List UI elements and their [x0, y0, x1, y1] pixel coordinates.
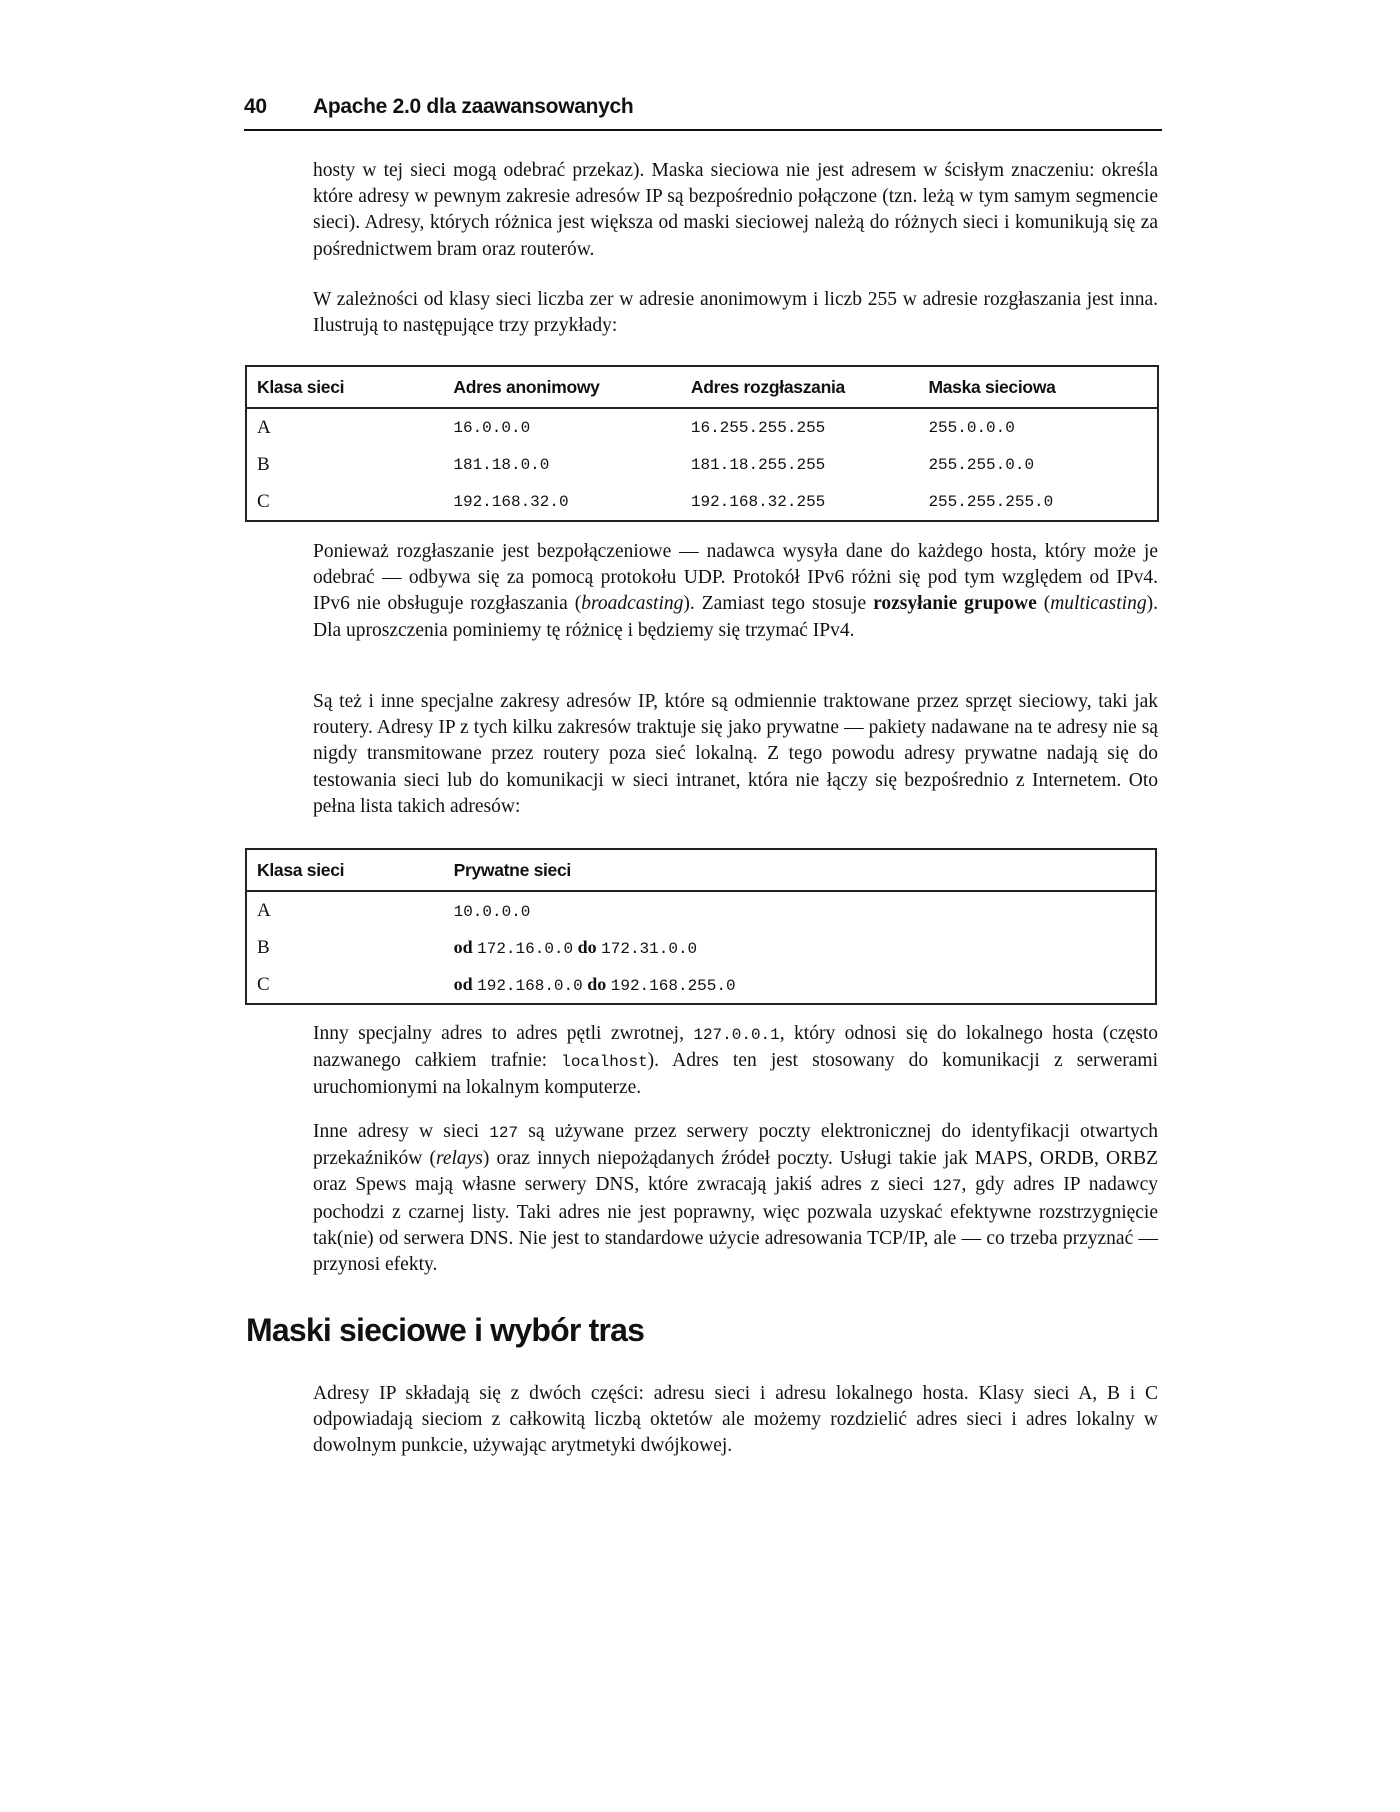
table-cell: 255.255.0.0 — [928, 455, 1035, 474]
ip-range-start: 192.168.0.0 — [477, 977, 583, 995]
column-header: Adres rozgłaszania — [681, 366, 919, 408]
table-cell: 181.18.255.255 — [690, 455, 826, 474]
table-cell: 192.168.32.0 — [453, 492, 569, 511]
text-span: , gdy adres IP nadawcy pochodzi z czarnej listy. Taki adres nie jest poprawny, więc pozwala uzyskać efektywne rozstrzygnięcie tak(nie) od serwera DNS. Nie jest to standardowe użycie adresowania TCP/IP, ale — co trzeba przyznać — przynosi efekty. — [313, 1174, 1158, 1276]
private-networks-table — [245, 848, 1157, 1005]
ip-range-start: 10.0.0.0 — [453, 903, 531, 921]
keyword-do: do — [582, 974, 611, 994]
term-multicast-bold: rozsyłanie grupowe — [873, 593, 1037, 615]
keyword-od: od — [453, 937, 478, 957]
paragraph-loopback — [313, 1021, 1158, 1102]
ip-range-end: 192.168.255.0 — [610, 977, 736, 995]
section-heading: Maski sieciowe i wybór tras — [246, 1312, 645, 1348]
text-span: Ponieważ rozgłaszanie jest bezpołączeniowe — nadawca wysyła dane do każdego hosta, który może je odebrać — odbywa się za pomocą protokołu UDP. Protokół IPv6 różni się pod tym względem od IPv4. IPv6 nie obsługuje rozgłaszania ( — [313, 541, 1158, 615]
column-header: Prywatne sieci — [444, 849, 1156, 891]
term-broadcasting: broadcasting — [581, 593, 684, 615]
table-cell: A — [257, 416, 271, 438]
table-cell — [444, 929, 1156, 966]
table-cell: C — [257, 490, 270, 512]
text-span: ( — [1036, 593, 1051, 615]
paragraph-127-relays — [313, 1119, 1158, 1278]
table-row — [246, 446, 1158, 483]
table-cell — [444, 966, 1156, 1004]
text-span: ) oraz innych niepożądanych źródeł poczty. Usługi takie jak MAPS, ORDB, ORBZ oraz Spews mają własne serwery DNS, które zwracają jakiś adres z sieci — [313, 1148, 1159, 1196]
table-cell: A — [257, 899, 271, 921]
table-cell: 181.18.0.0 — [453, 455, 550, 474]
table-header-row — [246, 849, 1156, 891]
text-span: ). Zamiast tego stosuje — [683, 593, 874, 615]
table-cell: B — [257, 453, 270, 475]
paragraph-private-ranges: Są też i inne specjalne zakresy adresów IP, które są odmiennie traktowane przez sprzęt sieciowy, taki jak routery. Adresy IP z tych kilku zakresów traktuje się jako prywatne — pakiety nadawane na te adresy nie są nigdy transmitowane przez routery poza sieć lokalną. Z tego powodu adresy prywatne nadają się do testowania sieci lub do komunikacji w sieci intranet, która nie łączy się bezpośrednio z Internetem. Oto pełna lista takich adresów: — [313, 691, 1158, 817]
table-row — [246, 483, 1158, 521]
book-title: Apache 2.0 dla zaawansowanych — [313, 95, 634, 118]
paragraph-ip-parts: Adresy IP składają się z dwóch części: adresu sieci i adresu lokalnego hosta. Klasy sieci A, B i C odpowiadają sieciom z całkowitą liczbą oktetów ale możemy rozdzielić adres sieci i adres lokalny w dowolnym punkcie, używając arytmetyki dwójkowej. — [313, 1383, 1158, 1457]
table-row — [246, 408, 1158, 446]
paragraph-class-dependence: W zależności od klasy sieci liczba zer w adresie anonimowym i liczb 255 w adresie rozgłaszania jest inna. Ilustrują to następujące trzy przykłady: — [313, 289, 1158, 337]
table-header-row — [246, 366, 1158, 408]
term-relays: relays — [435, 1148, 483, 1170]
table-row — [246, 891, 1156, 929]
text-span: są używane przez serwery poczty elektronicznej do identyfikacji otwartych przekaźników ( — [313, 1121, 1159, 1170]
column-header: Klasa sieci — [246, 849, 444, 891]
column-header: Klasa sieci — [246, 366, 443, 408]
code-loopback-ip: 127.0.0.1 — [693, 1026, 780, 1044]
paragraph-netmask-intro: hosty w tej sieci mogą odebrać przekaz). Maska sieciowa nie jest adresem w ścisłym znaczeniu: określa które adresy w pewnym zakresie adresów IP są bezpośrednio połączone (tzn. leżą w tym samym segmencie sieci). Adresy, których różnica jest większa od maski sieciowej należą do różnych sieci i komunikują się za pośrednictwem bram oraz routerów. — [313, 160, 1158, 260]
ip-range-start: 172.16.0.0 — [477, 940, 574, 958]
code-127: 127 — [489, 1124, 519, 1142]
table-cell — [444, 891, 1156, 929]
text-span: Inne adresy w sieci — [313, 1121, 490, 1142]
table-cell: B — [257, 936, 270, 958]
page-number: 40 — [244, 95, 267, 118]
text-span: , który odnosi się do lokalnego hosta (często nazwanego całkiem trafnie: — [313, 1023, 1158, 1072]
ip-range-end: 172.31.0.0 — [601, 940, 698, 958]
column-header: Adres anonimowy — [443, 366, 681, 408]
running-header — [244, 93, 1162, 131]
table-cell: 255.0.0.0 — [928, 418, 1015, 437]
table-cell: 255.255.255.0 — [928, 492, 1054, 511]
table-cell: C — [257, 973, 270, 995]
table-cell: 192.168.32.255 — [690, 492, 826, 511]
table-row — [246, 966, 1156, 1004]
term-multicasting: multicasting — [1050, 593, 1147, 615]
table-cell: 16.255.255.255 — [690, 418, 826, 437]
text-span: ). Adres ten jest stosowany do komunikacji z serwerami uruchomionymi na lokalnym komputerze. — [313, 1050, 1158, 1099]
keyword-do: do — [573, 937, 602, 957]
code-localhost: localhost — [561, 1053, 648, 1072]
keyword-od: od — [453, 974, 478, 994]
table-cell: 16.0.0.0 — [453, 418, 531, 437]
text-span: ). Dla uproszczenia pominiemy tę różnicę i będziemy się trzymać IPv4. — [313, 593, 1158, 641]
table-row — [246, 929, 1156, 966]
code-127: 127 — [932, 1177, 962, 1196]
column-header: Maska sieciowa — [918, 366, 1158, 408]
text-span: Inny specjalny adres to adres pętli zwrotnej, — [313, 1023, 694, 1044]
paragraph-broadcast-udp — [313, 539, 1158, 644]
address-classes-table — [245, 365, 1159, 522]
